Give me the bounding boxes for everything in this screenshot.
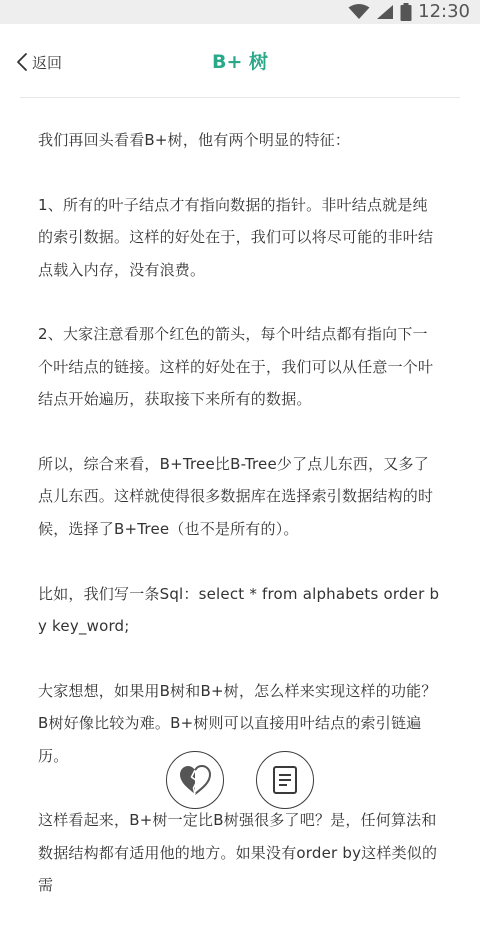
battery-icon <box>400 3 412 21</box>
status-icons <box>348 0 470 24</box>
status-bar <box>0 0 480 24</box>
wifi-icon <box>348 4 370 20</box>
nav-divider <box>20 97 460 98</box>
article-paragraph: 大家想想，如果用B树和B+树，怎么样来实现这样的功能？B树好像比较为难。B+树则可以直接用叶结点的索引链遍历。 <box>38 681 437 765</box>
article-content <box>38 124 442 934</box>
article-paragraph: 我们再回头看看B+树，他有两个明显的特征： <box>38 131 351 149</box>
like-button[interactable] <box>166 751 224 809</box>
status-time: 12:30 <box>418 1 470 22</box>
signal-icon <box>376 4 394 20</box>
article-paragraph: 2、大家注意看那个红色的箭头，每个叶结点都有指向下一个叶结点的链接。这样的好处在于，我们可以从任意一个叶结点开始遍历，获取接下来所有的数据。 <box>38 325 434 409</box>
notes-icon <box>272 765 298 795</box>
nav-bar <box>0 24 480 98</box>
page-title: B+ 树 <box>211 51 269 73</box>
back-label: 返回 <box>32 53 63 72</box>
article-paragraph: 1、所有的叶子结点才有指向数据的指针。非叶结点就是纯的索引数据。这样的好处在于，我们可以将尽可能的非叶结点载入内存，没有浪费。 <box>38 195 434 279</box>
article-paragraph: 这样看起来，B+树一定比B树强很多了吧？是，任何算法和数据结构都有适用他的地方。如果没有order by这样类似的需 <box>38 811 438 895</box>
article-paragraph: 比如，我们写一条Sql：select * from alphabets order by key_word; <box>38 584 440 636</box>
heart-icon <box>178 764 212 796</box>
notes-button[interactable] <box>256 751 314 809</box>
article-paragraph: 所以，综合来看，B+Tree比B-Tree少了点儿东西，又多了点儿东西。这样就使得很多数据库在选择索引数据结构的时候，选择了B+Tree（也不是所有的）。 <box>38 455 434 538</box>
